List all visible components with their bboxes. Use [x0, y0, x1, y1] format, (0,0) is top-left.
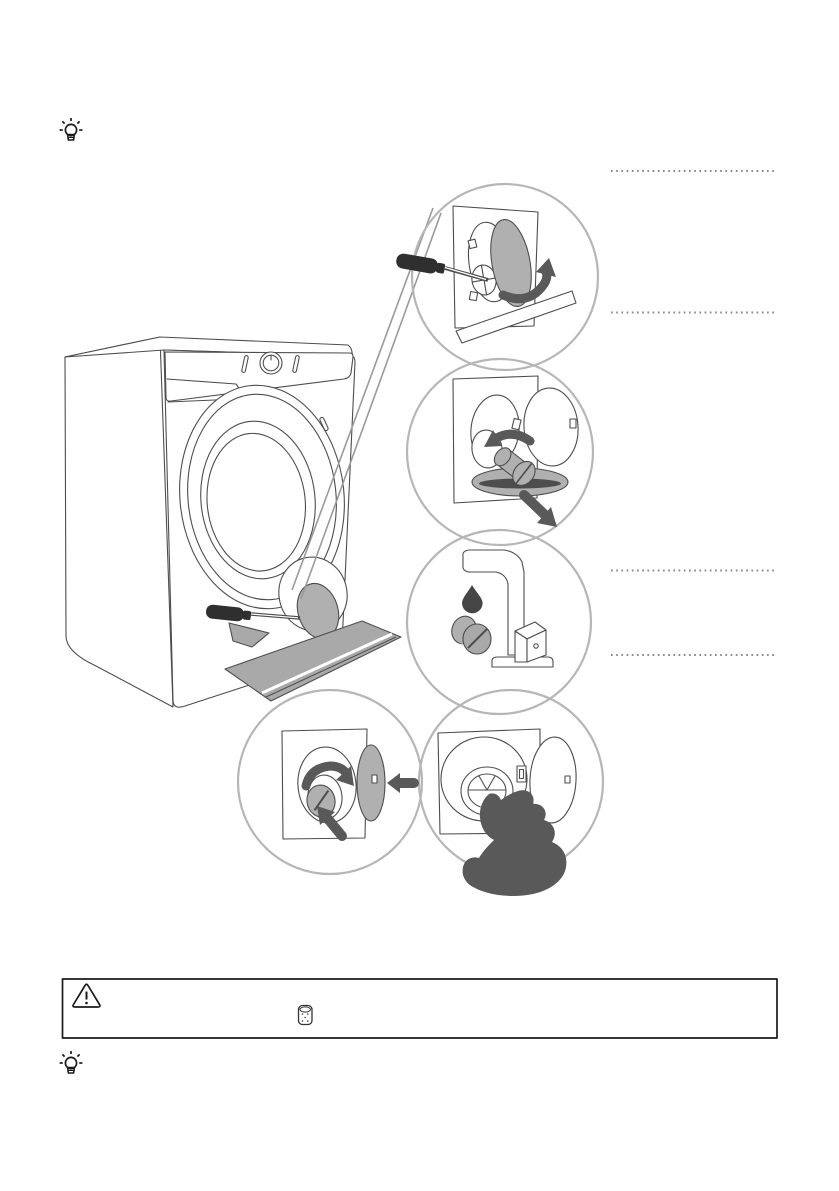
step5-close-cover — [282, 729, 414, 839]
program-dial — [260, 352, 282, 374]
washer-illustration — [65, 337, 401, 707]
pump-filter-cap — [448, 613, 491, 654]
door-catch — [520, 770, 524, 779]
step1-open-cover — [395, 206, 576, 343]
pump-filter-inline-icon — [299, 1006, 313, 1025]
cover-tab — [469, 292, 477, 301]
cover-latch — [565, 776, 570, 783]
close-cover-arrow — [387, 773, 414, 793]
lightbulb-tip-icon-top — [60, 118, 83, 140]
step3-rinse-filter — [448, 550, 553, 667]
warning-triangle-icon — [73, 984, 100, 1007]
filter-cover-cap — [357, 745, 385, 821]
cover-tab — [468, 239, 477, 248]
step4-press-filter — [438, 729, 578, 896]
cover-latch — [372, 775, 377, 783]
pull-out-arrow — [524, 495, 557, 527]
dotted-text-placeholders — [611, 171, 777, 655]
warning-box — [63, 979, 778, 1038]
washer-side-panel — [65, 337, 173, 707]
step2-drain-water — [453, 376, 581, 527]
lightbulb-tip-icon-bottom — [60, 1051, 83, 1073]
cover-latch — [570, 419, 576, 428]
water-drop-icon — [462, 585, 483, 613]
